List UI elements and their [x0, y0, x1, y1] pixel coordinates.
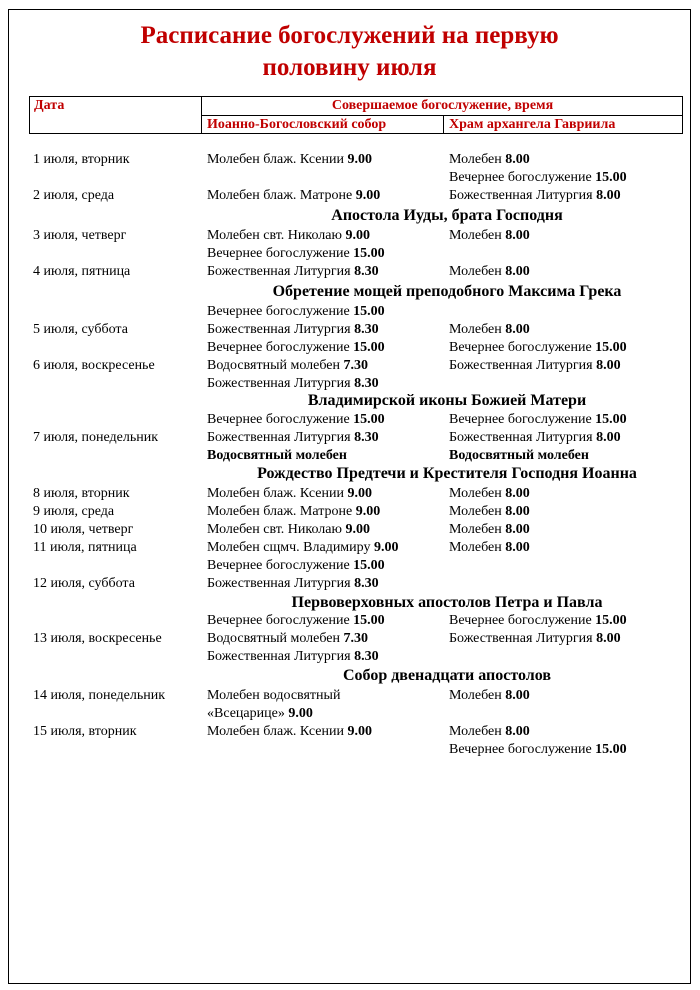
table-row	[0, 187, 700, 205]
service-name: Молебен	[449, 540, 506, 555]
table-header	[29, 96, 683, 134]
service-name: Молебен блаж. Матроне	[207, 504, 356, 519]
table-row	[0, 339, 700, 357]
service-name: Молебен блаж. Матроне	[207, 188, 356, 203]
table-row	[0, 539, 700, 557]
feast-heading: Владимирской иконы Божией Матери	[307, 392, 587, 409]
service-time: 8.00	[505, 724, 530, 739]
service-name: Молебен водосвятный	[207, 688, 341, 703]
service-time: 8.00	[505, 522, 530, 537]
church-service-cell	[449, 411, 627, 429]
header-church-1: Иоанно-Богословский собор	[207, 117, 387, 132]
cathedral-service-cell	[207, 539, 398, 557]
service-time: 9.00	[347, 486, 372, 501]
church-service-cell	[449, 339, 627, 357]
cathedral-service-cell	[207, 245, 385, 263]
cathedral-service-cell	[207, 187, 380, 205]
date-cell: 14 июля, понедельник	[33, 688, 166, 703]
service-name: Вечернее богослужение	[207, 340, 354, 355]
service-name: Вечернее богослужение	[449, 613, 596, 628]
table-row	[0, 557, 700, 575]
church-service-cell	[449, 169, 627, 187]
service-name: Молебен блаж. Ксении	[207, 486, 348, 501]
feast-heading: Первоверховных апостолов Петра и Павла	[291, 594, 603, 611]
date-cell: 12 июля, суббота	[33, 576, 135, 591]
service-name: Вечернее богослужение	[207, 412, 354, 427]
table-row	[0, 630, 700, 648]
service-time: 9.00	[347, 152, 372, 167]
church-service-cell	[449, 447, 589, 465]
service-name: Вечернее богослужение	[207, 558, 354, 573]
service-time: 9.00	[345, 228, 370, 243]
cathedral-service-cell	[207, 648, 379, 666]
service-name: Вечернее богослужение	[207, 304, 354, 319]
church-service-cell	[449, 263, 530, 281]
service-name: Молебен	[449, 486, 506, 501]
service-time: 8.30	[354, 576, 379, 591]
table-row	[0, 521, 700, 539]
service-time: Водосвятный молебен	[207, 448, 347, 463]
service-time: 8.00	[596, 430, 621, 445]
service-name: Божественная Литургия	[207, 649, 355, 664]
service-name: Божественная Литургия	[449, 358, 597, 373]
service-time: 8.00	[505, 152, 530, 167]
church-service-cell	[449, 151, 530, 169]
table-row	[0, 429, 700, 447]
service-time: 9.00	[355, 188, 381, 203]
cathedral-service-cell	[207, 723, 372, 741]
service-time: 7.30	[343, 358, 369, 373]
cathedral-service-cell	[207, 411, 385, 429]
service-time: 8.00	[505, 504, 530, 519]
service-name: Божественная Литургия	[449, 631, 597, 646]
table-row	[0, 485, 700, 503]
service-name: Божественная Литургия	[207, 576, 355, 591]
date-cell: 7 июля, понедельник	[33, 430, 159, 445]
cathedral-service-cell	[207, 151, 372, 169]
church-service-cell	[449, 687, 530, 705]
service-name: Божественная Литургия	[207, 376, 355, 391]
date-cell: 11 июля, пятница	[33, 540, 137, 555]
date-cell: 3 июля, четверг	[33, 228, 127, 243]
cathedral-service-cell	[207, 447, 347, 465]
cathedral-service-cell	[207, 485, 372, 503]
service-name: Вечернее богослужение	[449, 170, 596, 185]
table-row	[0, 411, 700, 429]
service-name: Водосвятный молебен	[207, 358, 344, 373]
service-time: 8.30	[354, 322, 379, 337]
church-service-cell	[449, 321, 530, 339]
service-time: 8.00	[596, 631, 621, 646]
table-row	[0, 648, 700, 666]
cathedral-service-cell	[207, 612, 385, 630]
service-time: 15.00	[353, 304, 385, 319]
service-name: Молебен	[449, 228, 506, 243]
date-cell: 2 июля, среда	[33, 188, 115, 203]
header-divider	[443, 115, 444, 133]
cathedral-service-cell	[207, 557, 385, 575]
date-cell: 10 июля, четверг	[33, 522, 134, 537]
service-time: 15.00	[353, 558, 385, 573]
service-name: Молебен	[449, 688, 506, 703]
date-cell: 5 июля, суббота	[33, 322, 128, 337]
service-time: 15.00	[595, 340, 627, 355]
church-service-cell	[449, 539, 530, 557]
service-time: 7.30	[343, 631, 369, 646]
date-cell: 6 июля, воскресенье	[33, 358, 155, 373]
service-name: Молебен	[449, 724, 506, 739]
cathedral-service-cell	[207, 357, 368, 375]
church-service-cell	[449, 521, 530, 539]
cathedral-service-cell	[207, 705, 313, 723]
cathedral-service-cell	[207, 303, 385, 321]
service-time: 15.00	[353, 246, 385, 261]
table-row	[0, 245, 700, 263]
service-time: 9.00	[373, 540, 399, 555]
church-service-cell	[449, 630, 621, 648]
service-name: Молебен блаж. Ксении	[207, 724, 348, 739]
service-time: Водосвятный молебен	[449, 448, 589, 463]
table-row	[0, 687, 700, 705]
table-row	[0, 227, 700, 245]
table-row	[0, 705, 700, 723]
table-row	[0, 321, 700, 339]
table-row	[0, 575, 700, 593]
table-row	[0, 741, 700, 759]
cathedral-service-cell	[207, 227, 370, 245]
service-time: 8.00	[505, 322, 530, 337]
cathedral-service-cell	[207, 575, 379, 593]
service-time: 8.00	[505, 228, 530, 243]
service-time: 8.00	[505, 688, 530, 703]
service-name: Молебен блаж. Ксении	[207, 152, 348, 167]
service-name: Молебен	[449, 522, 506, 537]
church-service-cell	[449, 485, 530, 503]
table-row	[0, 447, 700, 465]
date-cell: 4 июля, пятница	[33, 264, 131, 279]
service-name: Водосвятный молебен	[207, 631, 344, 646]
service-name: Божественная Литургия	[207, 322, 355, 337]
service-time: 8.30	[354, 264, 379, 279]
service-time: 15.00	[595, 613, 627, 628]
service-time: 8.30	[354, 649, 379, 664]
service-name: Вечернее богослужение	[449, 412, 596, 427]
feast-heading: Апостола Иуды, брата Господня	[331, 207, 563, 224]
cathedral-service-cell	[207, 503, 380, 521]
feast-heading: Рождество Предтечи и Крестителя Господня Иоанна	[257, 465, 637, 482]
service-name: Молебен	[449, 152, 506, 167]
table-row	[0, 263, 700, 281]
date-cell: 13 июля, воскресенье	[33, 631, 162, 646]
service-time: 8.30	[354, 376, 379, 391]
service-time: 15.00	[595, 170, 627, 185]
service-time: 15.00	[353, 613, 385, 628]
cathedral-service-cell	[207, 321, 379, 339]
service-time: 15.00	[353, 340, 385, 355]
header-church-2: Храм архангела Гавриила	[449, 117, 616, 132]
table-row	[0, 151, 700, 169]
table-row	[0, 612, 700, 630]
service-name: Молебен	[449, 322, 506, 337]
service-time: 9.00	[347, 724, 372, 739]
church-service-cell	[449, 357, 621, 375]
service-time: 8.30	[354, 430, 379, 445]
service-name: Молебен	[449, 504, 506, 519]
service-name: Вечернее богослужение	[207, 613, 354, 628]
service-time: 9.00	[345, 522, 370, 537]
service-name: Молебен сщмч. Владимиру	[207, 540, 374, 555]
date-cell: 15 июля, вторник	[33, 724, 137, 739]
church-service-cell	[449, 187, 621, 205]
date-cell: 1 июля, вторник	[33, 152, 130, 167]
church-service-cell	[449, 723, 530, 741]
header-service: Совершаемое богослужение, время	[331, 98, 554, 113]
service-time: 8.00	[505, 486, 530, 501]
page-title-line-2: половину июля	[262, 54, 437, 81]
church-service-cell	[449, 612, 627, 630]
service-name: Вечернее богослужение	[449, 340, 596, 355]
service-time: 8.00	[505, 540, 530, 555]
service-time: 8.00	[596, 358, 621, 373]
cathedral-service-cell	[207, 429, 379, 447]
service-time: 8.00	[596, 188, 621, 203]
service-name: Молебен	[449, 264, 506, 279]
feast-heading: Собор двенадцати апостолов	[342, 667, 552, 684]
church-service-cell	[449, 227, 530, 245]
service-name: Молебен свт. Николаю	[207, 228, 346, 243]
service-name: «Всецарице»	[207, 706, 289, 721]
service-time: 8.00	[505, 264, 530, 279]
church-service-cell	[449, 741, 627, 759]
page-title	[8, 20, 691, 84]
service-name: Молебен свт. Николаю	[207, 522, 346, 537]
cathedral-service-cell	[207, 687, 340, 705]
service-time: 15.00	[353, 412, 385, 427]
date-cell: 9 июля, среда	[33, 504, 115, 519]
feast-heading: Обретение мощей преподобного Максима Грека	[272, 283, 622, 300]
date-cell: 8 июля, вторник	[33, 486, 130, 501]
service-name: Божественная Литургия	[449, 430, 597, 445]
church-service-cell	[449, 429, 621, 447]
service-name: Божественная Литургия	[207, 264, 355, 279]
cathedral-service-cell	[207, 521, 370, 539]
service-name: Божественная Литургия	[449, 188, 597, 203]
service-time: 15.00	[595, 412, 627, 427]
table-row	[0, 723, 700, 741]
service-time: 9.00	[288, 706, 313, 721]
page-title-line-1: Расписание богослужений на первую	[140, 22, 559, 49]
cathedral-service-cell	[207, 339, 385, 357]
service-time: 9.00	[355, 504, 381, 519]
cathedral-service-cell	[207, 630, 368, 648]
table-row	[0, 169, 700, 187]
table-row	[0, 503, 700, 521]
church-service-cell	[449, 503, 530, 521]
cathedral-service-cell	[207, 263, 379, 281]
table-row	[0, 303, 700, 321]
header-date: Дата	[34, 98, 65, 113]
service-name: Божественная Литургия	[207, 430, 355, 445]
service-time: 15.00	[595, 742, 627, 757]
service-name: Вечернее богослужение	[207, 246, 354, 261]
table-row	[0, 357, 700, 375]
service-name: Вечернее богослужение	[449, 742, 596, 757]
